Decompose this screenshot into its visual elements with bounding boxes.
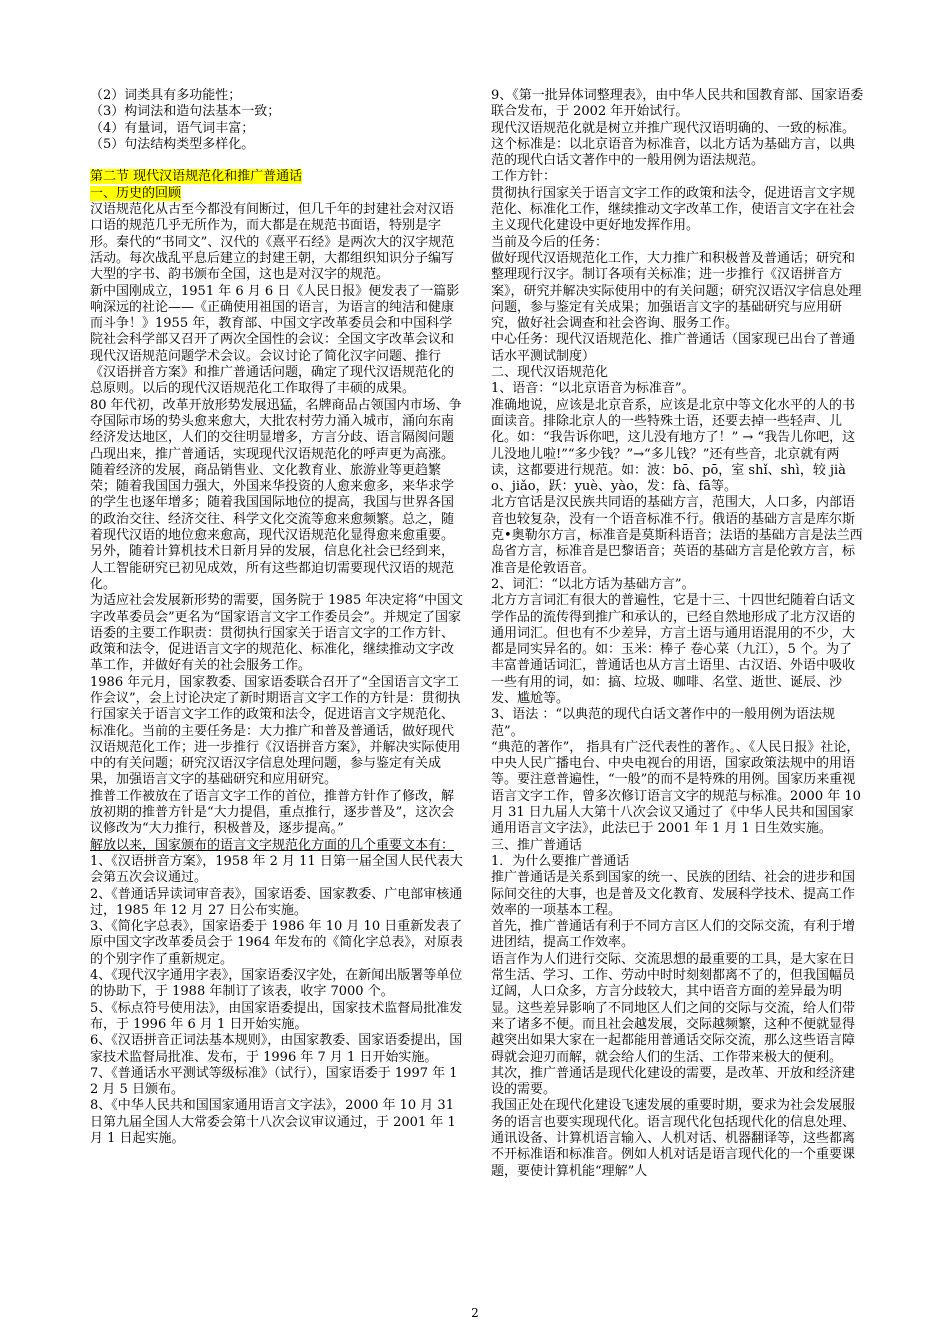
paragraph-text: 推普工作被放在了语言文字工作的首位，推普方针作了修改，解放初期的推普方针是“大力提倡，重点推行，逐步普及”，这次会议修改为“大力推行，积极普及，逐步提高。” — [90, 788, 455, 837]
paragraph-text: 1、语音：“以北京语音为标准音”。 — [491, 381, 695, 397]
paragraph-text: 三、推广普通话 — [491, 837, 583, 853]
paragraph — [90, 1033, 464, 1066]
paragraph-text: 其次，推广普通话是现代化建设的需要，是改革、开放和经济建设的需要。 — [491, 1065, 856, 1098]
paragraph-text: 9、《第一批异体词整理表》，由中华人民共和国教育部、国家语委联合发布，于 2002 年开始试行。 — [491, 88, 864, 120]
paragraph-text: 新中国刚成立，1951 年 6 月 6 日《人民日报》便发表了一篇影响深远的社论——《正确使用祖国的语言，为语言的纯洁和健康而斗争！》1955 年，教育部、中国文字改革委员会和中国科学院社会科学部又召开了两次全国性的会议：全国文字改革会议和现代汉语规范问题学术会议。会议讨论了简化汉字问题、推行《汉语拼音方案》和推广普通话问题，确定了现代汉语规范化的总原则。以后的现代汉语规范化工作取得了丰硕的成果。 — [90, 283, 460, 397]
paragraph — [90, 88, 464, 104]
paragraph-text: 1．为什么要推广普通话 — [491, 853, 630, 869]
paragraph — [491, 381, 865, 397]
paragraph — [90, 854, 464, 887]
paragraph-text: 3、语法 ：“以典范的现代白话文著作中的一般用例为语法规范”。 — [491, 707, 836, 739]
paragraph-text: 2、《普通话异读词审音表》，国家语委、国家教委、广电部审核通过，1985 年 12 月 27 日公布实施。 — [90, 886, 463, 918]
paragraph — [491, 169, 865, 185]
paragraph-text: 7、《普通话水平测试等级标准》（试行），国家语委于 1997 年 12 月 5 日颁布。 — [90, 1065, 458, 1098]
paragraph-text: 为适应社会发展新形势的需要，国务院于 1985 年决定将“中国文字改革委员会”更名为“国家语言文字工作委员会”。并规定了国家语委的主要工作职责：贯彻执行国家关于语言文字的工作方针、政策和法令，促进语言文字的规范化、标准化，继续推动文字改革工作，并做好有关的社会服务工作。 — [90, 593, 463, 674]
paragraph — [491, 121, 865, 170]
paragraph — [491, 495, 865, 576]
paragraph-text: 1986 年元月，国家教委、国家语委联合召开了“全国语言文字工作会议”，会上讨论决定了新时期语言文字工作的方针是：贯彻执行国家关于语言文字工作的政策和法令，促进语言文字规范化、标准化。当前的主要任务是：大力推广和普及普通话，做好现代汉语规范化工作；进一步推行《汉语拼音方案》，并解决实际使用中的有关问题；研究汉语汉字信息处理问题，参与鉴定有关成果，加强语言文字的基础研究和应用研究。 — [90, 674, 461, 788]
highlighted-heading: 第二节 现代汉语规范化和推广普通话 — [90, 169, 303, 185]
paragraph-text: 3、《简化字总表》，国家语委于 1986 年 10 月 10 日重新发表了原中国文字改革委员会于 1964 年发布的《简化字总表》，对原表的个别字作了重新规定。 — [90, 919, 463, 967]
paragraph — [491, 854, 865, 870]
paragraph — [491, 707, 865, 740]
paragraph — [90, 169, 464, 185]
paragraph — [491, 593, 865, 707]
paragraph-text: “典范的著作”， 指具有广泛代表性的著作。、《人民日报》社论，中央人民广播电台、中央电视台的用语，国家政策法规中的用语等。要注意普遍性，“一般”的而不是特殊的用例。国家历来重视语言文字工作，曾多次修订语言文字的规范与标准。2000 年 10 月 31 日九届人大第十八次会议又通过了《中华人民共和国国家通用语言文字法》，此法已于 2001 年 1 月 1 日生效实施。 — [491, 739, 861, 837]
left-column — [90, 88, 464, 1147]
paragraph — [491, 1098, 865, 1179]
paragraph — [90, 284, 464, 398]
paragraph-text: 贯彻执行国家关于语言文字工作的政策和法令，促进语言文字规范化、标准化工作，继续推动文字改革工作，使语言文字在社会主义现代化建设中更好地发挥作用。 — [491, 185, 856, 234]
paragraph — [491, 365, 865, 381]
paragraph-text: 推广普通话是关系到国家的统一、民族的团结、社会的进步和国际间交往的大事，也是普及文化教育、发展科学技术、提高工作效率的一项基本工程。 — [491, 870, 856, 918]
paragraph-text: 当前及今后的任务： — [491, 234, 609, 250]
paragraph — [90, 202, 464, 283]
paragraph-text: 6、《汉语拼音正词法基本规则》，由国家教委、国家语委提出，国家技术监督局批准、发布，于 1996 年 7 月 1 日开始实施。 — [90, 1033, 463, 1065]
paragraph — [90, 919, 464, 968]
paragraph — [90, 887, 464, 920]
paragraph-text: 准确地说，应该是北京音系，应该是北京中等文化水平的人的书面读音。排除北京人的一些特殊土语，还要去掉一些轻声、儿化。如：“我告诉你吧，这儿没有地方了！” → “我告儿你吧，这儿没地儿啦!”“多少钱？”→“多儿钱？”还有些音，北京就有两读，这都要进行规范。如：波：bō、pō，室 shǐ、shì，较 jiào、jiǎo，跃：yuè、yào，发：fà、fā等。 — [491, 397, 856, 495]
paragraph — [90, 968, 464, 1001]
paragraph — [491, 952, 865, 1066]
blank-line — [90, 153, 464, 169]
paragraph — [90, 104, 464, 120]
paragraph — [90, 1066, 464, 1099]
page-number: 2 — [471, 1306, 479, 1320]
paragraph-text: 汉语规范化从古至今都没有间断过，但几千年的封建社会对汉语口语的规范几乎无所作为，而大都是在规范书面语，特别是字形。秦代的“书同文”、汉代的《熹平石经》是两次大的汉字规范活动。每次战乱平息后建立的封建王朝，大都组织知识分子编写大型的字书、韵书颁布全国，这也是对汉字的规范。 — [90, 202, 455, 283]
paragraph-text: （2）词类具有多功能性； — [90, 88, 242, 103]
paragraph — [491, 870, 865, 919]
paragraph-text: 8、《中华人民共和国国家通用语言文字法》，2000 年 10 月 31 日第九届全国人大常委会第十八次会议审议通过，于 2001 年 1 月 1 日起实施。 — [90, 1098, 456, 1146]
paragraph — [491, 398, 865, 496]
paragraph — [90, 186, 464, 202]
highlighted-heading: 一、历史的回顾 — [90, 185, 182, 201]
paragraph — [90, 1098, 464, 1147]
paragraph — [90, 398, 464, 594]
paragraph — [491, 251, 865, 332]
paragraph — [90, 137, 464, 153]
paragraph-text: （5）句法结构类型多样化。 — [90, 136, 255, 152]
right-column — [491, 88, 865, 1180]
paragraph-text: （4）有量词，语气词丰富； — [90, 120, 255, 136]
paragraph — [491, 332, 865, 365]
paragraph-text: 4、《现代汉字通用字表》，国家语委汉字处，在新闻出版署等单位的协助下，于 1988 年制订了该表，收字 7000 个。 — [90, 968, 463, 1000]
paragraph-text: 5、《标点符号使用法》，由国家语委提出，国家技术监督局批准发布，于 1996 年 6 月 1 日开始实施。 — [90, 1000, 463, 1032]
paragraph-text: 首先，推广普通话有利于不同方言区人们的交际交流，有利于增进团结，提高工作效率。 — [491, 919, 856, 951]
paragraph-text: 北方方言词汇有很大的普遍性，它是十三、十四世纪随着白话文学作品的流传得到推广和承认的，已经自然地形成了北方汉语的通用词汇。但也有不少差异，方言土语与通用语混用的不少，大都是同实异名的。如：玉米：棒子 卷心菜（九江），5 个。为了丰富普通话词汇，普通话也从方言土语里、古汉语、外语中吸收一些有用的词，如：搞、垃圾、咖啡、名堂、逝世、诞辰、沙发、尴尬等。 — [491, 593, 856, 706]
paragraph — [491, 88, 865, 121]
paragraph-text: 2、词汇：“以北方话为基础方言”。 — [491, 576, 695, 592]
paragraph — [491, 838, 865, 854]
paragraph-text: 我国正处在现代化建设飞速发展的重要时期，要求为社会发展服务的语言也要实现现代化。语言现代化包括现代化的信息处理、通讯设备、计算机语言输入、人机对话、机器翻译等，这些都离不开标准语和标准音。例如人机对话是语言现代化的一个重要课题，要使计算机能“理解”人 — [491, 1098, 856, 1179]
paragraph-text: 二、现代汉语规范化 — [491, 365, 609, 381]
paragraph — [90, 675, 464, 789]
paragraph-text: 现代汉语规范化就是树立并推广现代汉语明确的、一致的标准。这个标准是：以北京语音为标准音，以北方话为基础方言，以典范的现代白话文著作中的一般用例为语法规范。 — [491, 120, 856, 169]
paragraph-text: 做好现代汉语规范化工作，大力推广和积极普及普通话；研究和整理现行汉字。制订各项有关标准；进一步推行《汉语拼音方案》，研究并解决实际使用中的有关问题；研究汉语汉字信息处理问题，参与鉴定有关成果；加强语言文字的基础研究与应用研究，做好社会调查和社会咨询、服务工作。 — [491, 250, 862, 332]
paragraph-text: 北方官话是汉民族共同语的基础方言，范围大，人口多，内部语音也较复杂，没有一个语音标准不行。俄语的基础方言是库尔斯克•奥勒尔方言，标准音是莫斯科语音；法语的基础方言是法兰西岛省方言，标准音是巴黎语音；英语的基础方言是伦敦方言，标准音是伦敦语音。 — [491, 495, 863, 576]
paragraph — [90, 1001, 464, 1034]
paragraph — [491, 235, 865, 251]
paragraph — [90, 789, 464, 838]
paragraph-text: 80 年代初，改革开放形势发展迅猛，名牌商品占领国内市场、争夺国际市场的势头愈来愈大，大批农村劳力涌入城市，涌向东南经济发达地区，人们的交往明显增多，方言分歧、语言隔阂问题凸现出来，推广普通话，实现现代汉语规范化的呼声更为高涨。随着经济的发展，商品销售业、文化教育业、旅游业等更趋繁荣；随着我国国力强大，外国来华投资的人愈来愈多，来华求学的学生也逐年增多；随着我国国际地位的提高，我国与世界各国的政治交往、经济交往、科学文化交流等愈来愈频繁。总之，随着现代汉语的地位愈来愈高，现代汉语规范化显得愈来愈重要。另外，随着计算机技术日新月异的发展，信息化社会已经到来，人工智能研究已初见成效，所有这些都迫切需要现代汉语的规范化。 — [90, 397, 462, 592]
paragraph-text: 工作方针： — [491, 169, 557, 185]
paragraph — [90, 121, 464, 137]
paragraph — [491, 919, 865, 952]
paragraph-text: （3）构词法和造句法基本一致； — [90, 104, 281, 120]
paragraph — [491, 577, 865, 593]
paragraph — [90, 838, 464, 854]
paragraph-text: 语言作为人们进行交际、交流思想的最重要的工具，是大家在日常生活、学习、工作、劳动中时时刻刻都离不了的，但我国幅员辽阔，人口众多，方言分歧较大，其中语音方面的差异最为明显。这些差异影响了不同地区人们之间的交际与交流，给人们带来了诸多不便。而且社会越发展，交际越频繁，这种不便就显得越突出如果大家在一起都能用普通话交际交流，那么这些语言障碍就会迎刃而解，就会给人们的生活、工作带来极大的便利。 — [491, 951, 856, 1065]
underlined-text: 解放以来，国家颁布的语言文字规范化方面的几个重要文本有： — [90, 837, 455, 853]
paragraph — [491, 740, 865, 838]
paragraph-text: 1、《汉语拼音方案》，1958 年 2 月 11 日第一届全国人民代表大会第五次会议通过。 — [90, 853, 463, 886]
paragraph — [491, 186, 865, 235]
paragraph — [491, 1066, 865, 1099]
paragraph-text: 中心任务：现代汉语规范化、推广普通话（国家现已出台了普通话水平测试制度） — [491, 332, 856, 364]
paragraph — [90, 593, 464, 674]
